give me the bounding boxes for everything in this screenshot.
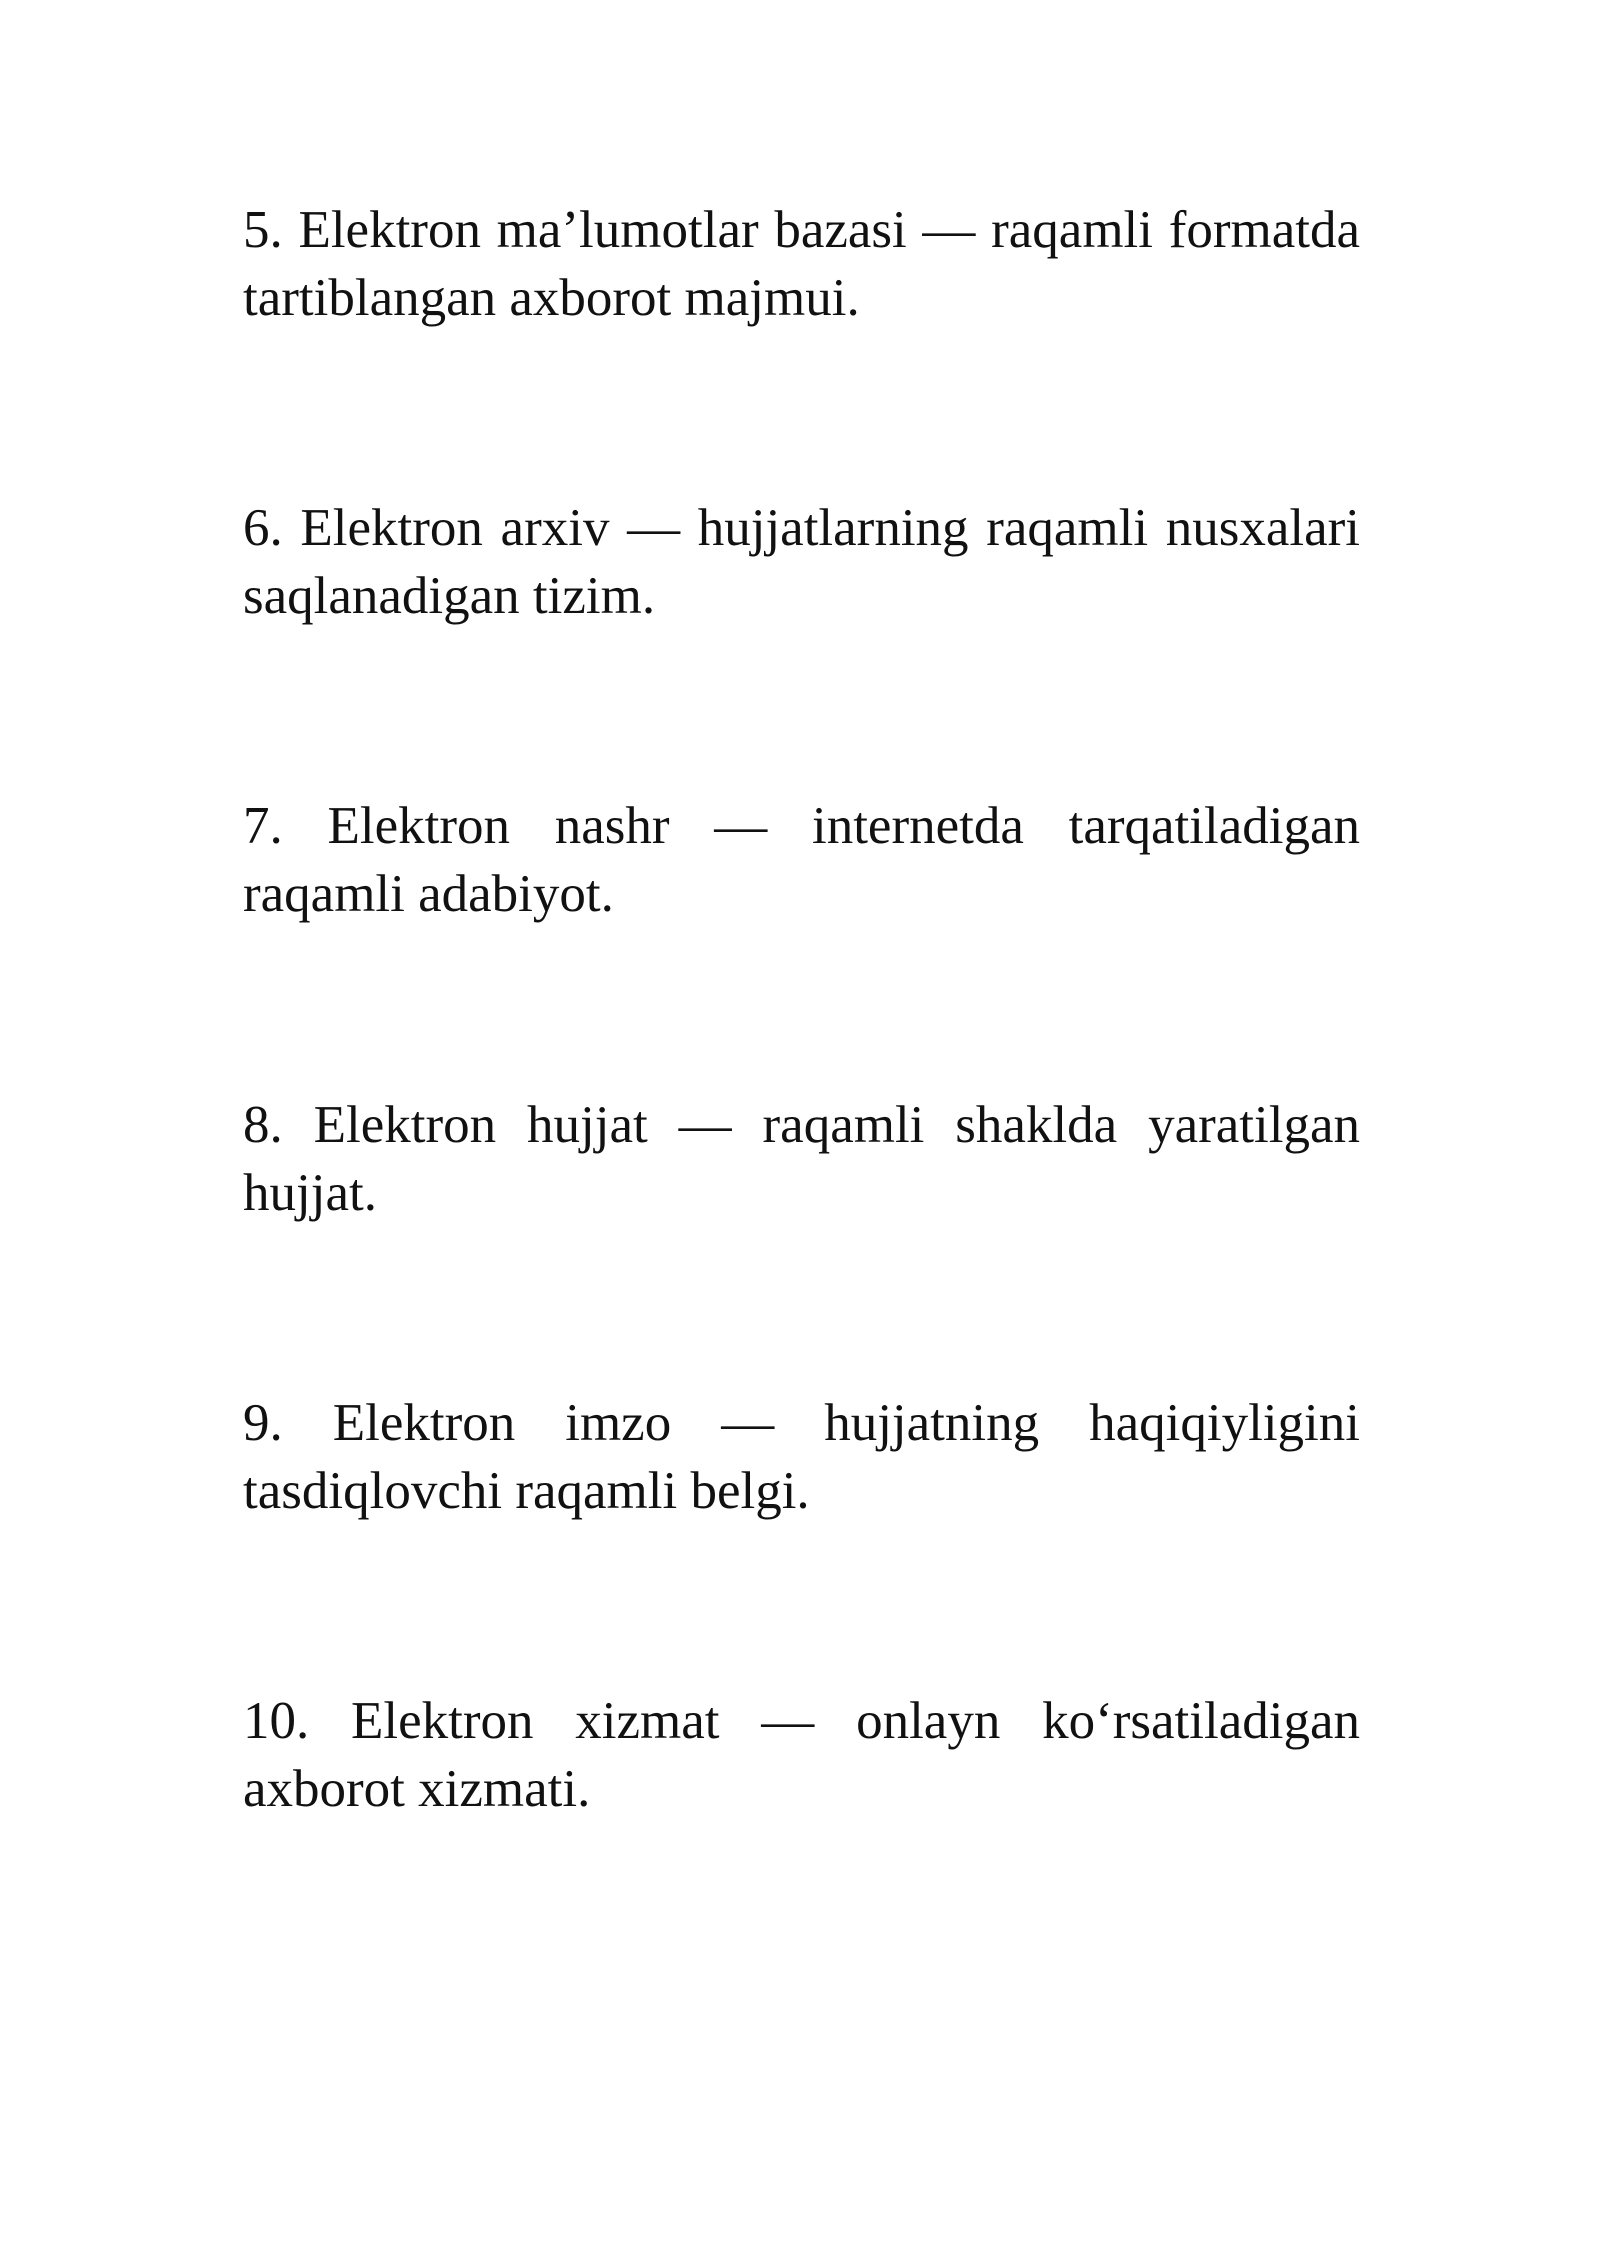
definition-item-6: 6. Elektron arxiv — hujjatlarning raqamli nusxalari saqlanadigan tizim.: [243, 499, 1360, 625]
definition-item-9: 9. Elektron imzo — hujjatning haqiqiyligini tasdiqlovchi raqamli belgi.: [243, 1394, 1360, 1520]
definition-item-7: 7. Elektron nashr — internetda tarqatiladigan raqamli adabiyot.: [243, 797, 1360, 923]
definition-item-5: 5. Elektron ma’lumotlar bazasi — raqamli formatda tartiblangan axborot majmui.: [243, 201, 1360, 327]
definition-item-8: 8. Elektron hujjat — raqamli shaklda yaratilgan hujjat.: [243, 1096, 1360, 1222]
definition-item-10: 10. Elektron xizmat — onlayn ko‘rsatiladigan axborot xizmati.: [243, 1692, 1360, 1818]
